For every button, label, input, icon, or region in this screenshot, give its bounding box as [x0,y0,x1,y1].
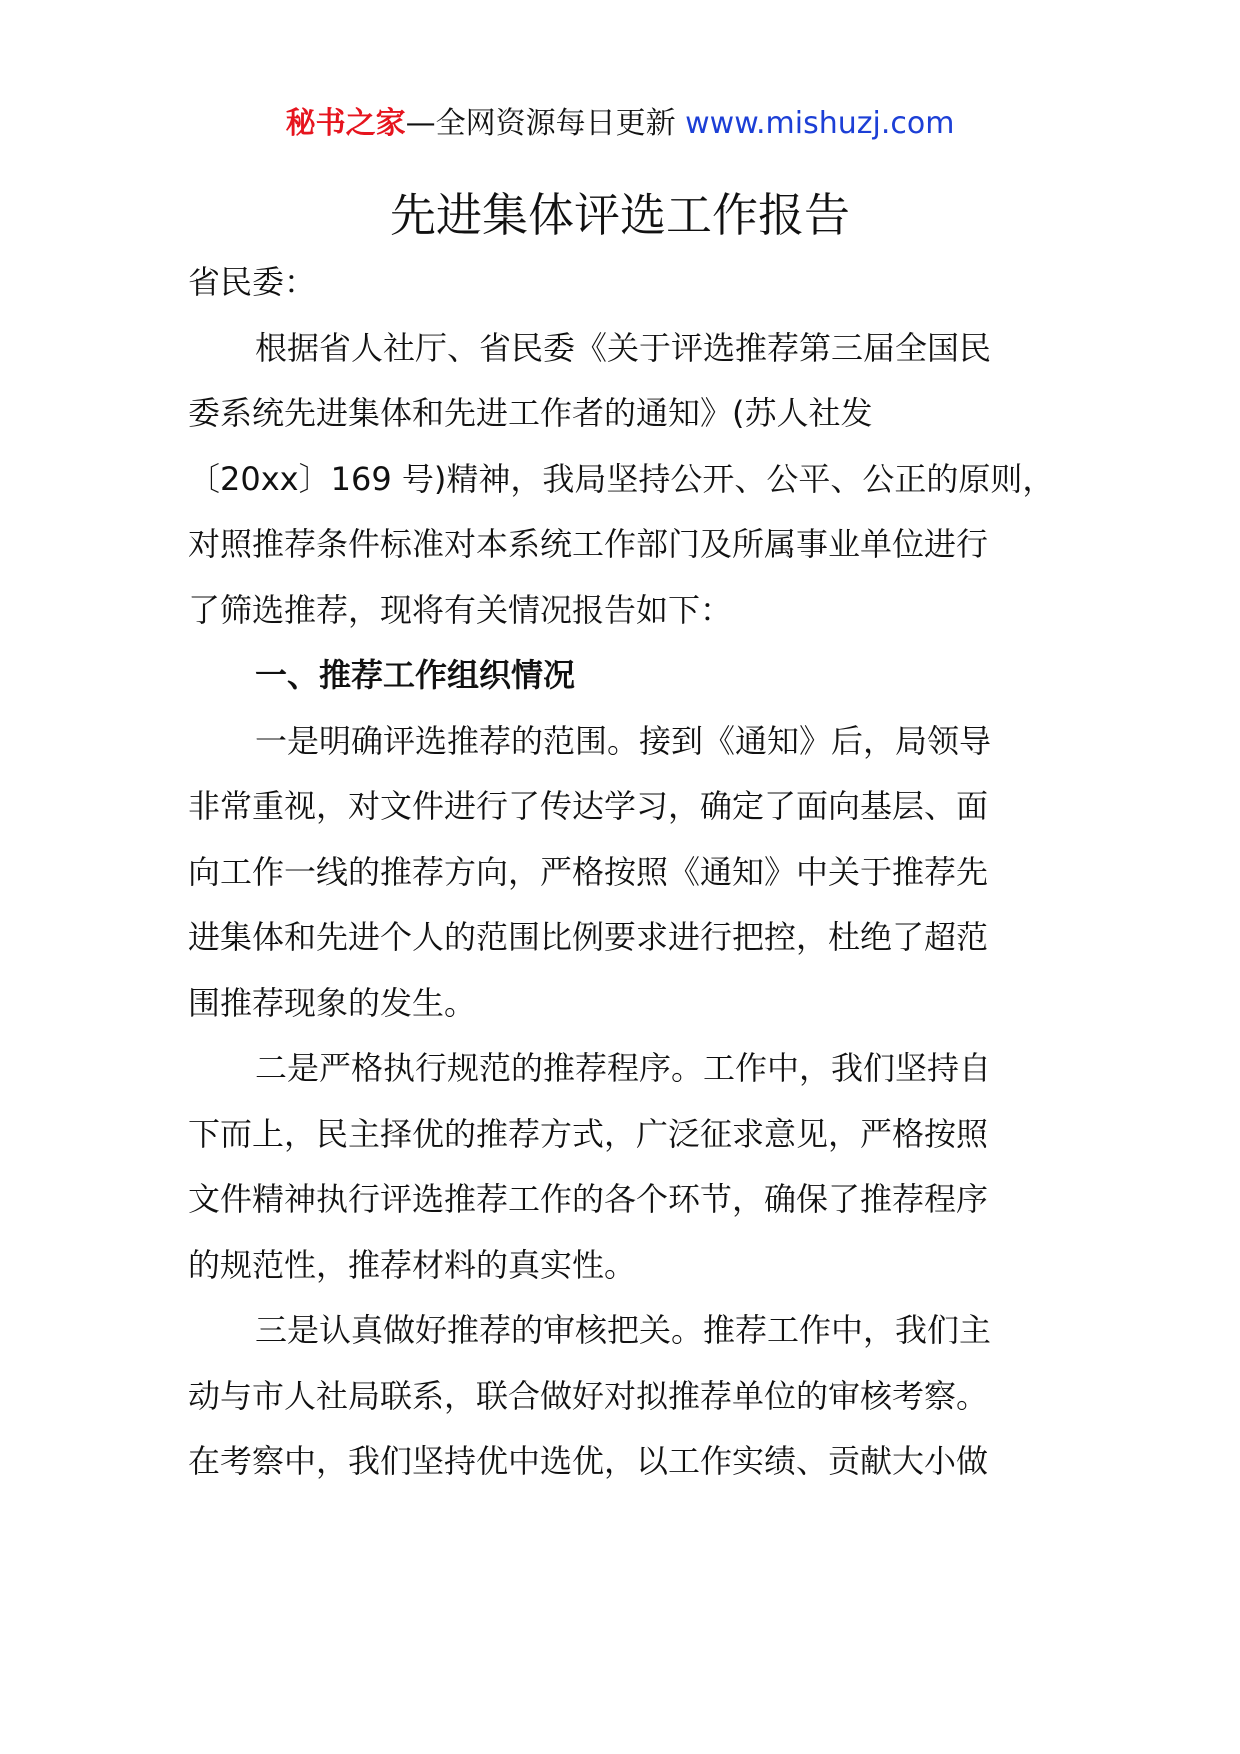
paragraph-line: 向工作一线的推荐方向，严格按照《通知》中关于推荐先 [188,852,989,891]
paragraph-line: 了筛选推荐，现将有关情况报告如下： [188,590,733,629]
site-header [0,100,1240,148]
paragraph-line: 动与市人社局联系，联合做好对拟推荐单位的审核考察。 [188,1376,989,1415]
paragraph-line: 对照推荐条件标准对本系统工作部门及所属事业单位进行 [188,525,989,563]
brand-name: 秘书之家 [285,106,406,141]
paragraph-line: 三是认真做好推荐的审核把关。推荐工作中，我们主 [255,1311,992,1349]
paragraph-line: 围推荐现象的发生。 [188,983,477,1022]
paragraph-line: 文件精神执行评选推荐工作的各个环节，确保了推荐程序 [188,1180,989,1218]
paragraph-line: 委系统先进集体和先进工作者的通知》(苏人社发 [188,394,873,432]
site-url: www.mishuzj.com [685,106,955,141]
section-heading: 一、推荐工作组织情况 [255,656,576,694]
paragraph-line: 根据省人社厅、省民委《关于评选推荐第三届全国民 [255,328,992,367]
paragraph-line: 二是严格执行规范的推荐程序。工作中，我们坚持自 [255,1049,992,1087]
paragraph-line: 一是明确评选推荐的范围。接到《通知》后，局领导 [255,721,992,760]
paragraph-line: 〔20xx〕169 号)精神，我局坚持公开、公平、公正的原则， [188,459,1055,498]
paragraph-line: 进集体和先进个人的范围比例要求进行把控，杜绝了超范 [188,918,989,956]
document-body [188,250,1088,1495]
salutation: 省民委： [188,263,317,301]
site-slogan: —全网资源每日更新 [405,106,676,141]
paragraph-line: 下而上，民主择优的推荐方式，广泛征求意见，严格按照 [188,1114,989,1153]
paragraph-line: 的规范性，推荐材料的真实性。 [188,1245,637,1284]
paragraph-line: 在考察中，我们坚持优中选优，以工作实绩、贡献大小做 [188,1442,989,1480]
paragraph-line: 非常重视，对文件进行了传达学习，确定了面向基层、面 [188,787,989,825]
document-title: 先进集体评选工作报告 [390,188,850,242]
